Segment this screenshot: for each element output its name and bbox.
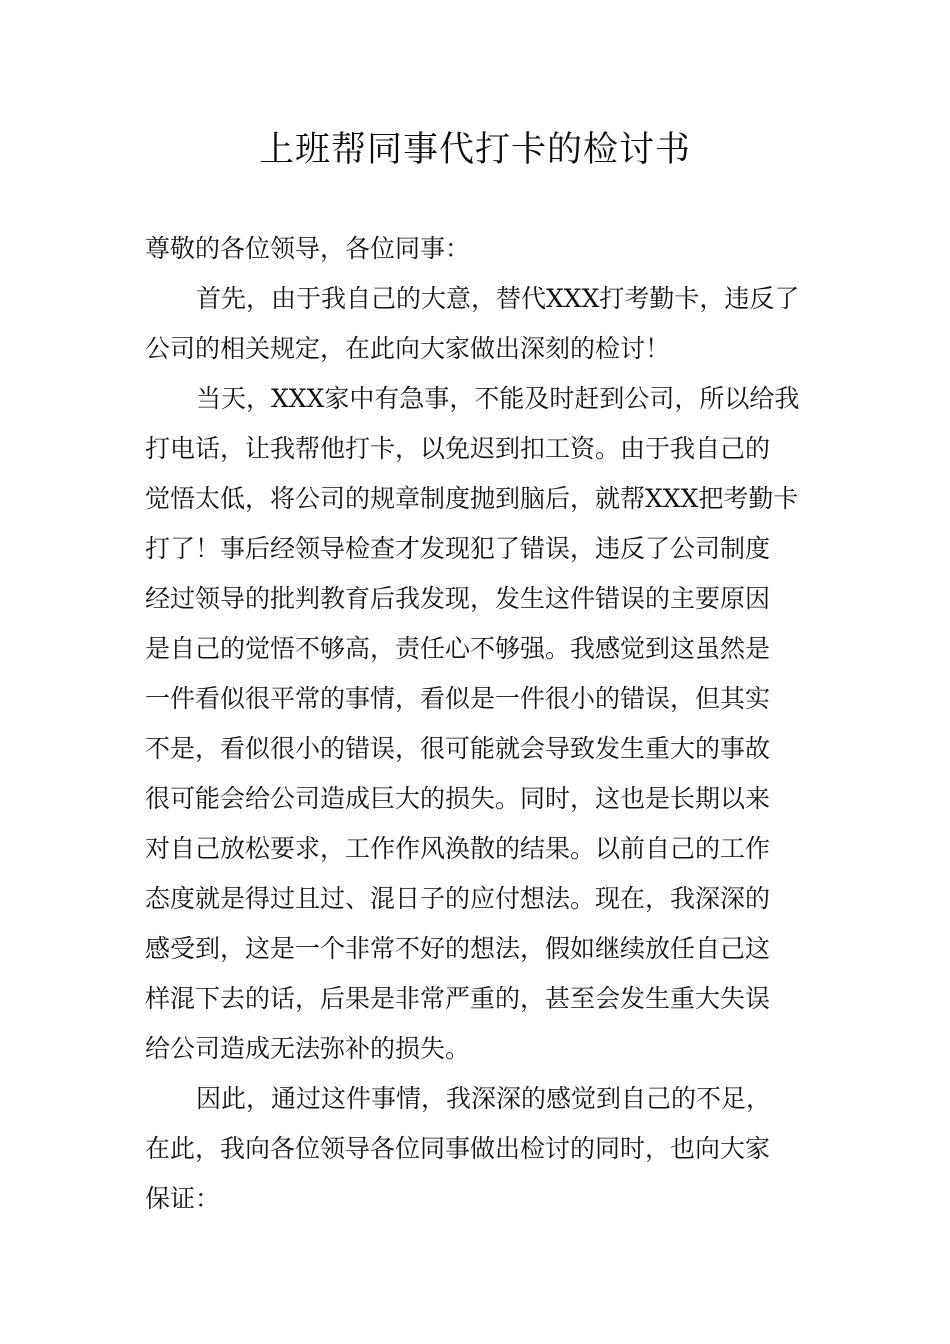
salutation: 尊敬的各位领导，各位同事： bbox=[145, 234, 471, 263]
paragraph-line: 首先，由于我自己的大意，替代XXX打考勤卡，违反了 bbox=[196, 284, 800, 313]
paragraph-line: 觉悟太低，将公司的规章制度抛到脑后，就帮XXX把考勤卡 bbox=[145, 484, 799, 513]
paragraph-line: 因此，通过这件事情，我深深的感觉到自己的不足， bbox=[196, 1084, 772, 1113]
paragraph-line: 给公司造成无法弥补的损失。 bbox=[145, 1034, 471, 1063]
paragraph-line: 当天，XXX家中有急事，不能及时赶到公司，所以给我 bbox=[196, 384, 800, 413]
paragraph-line: 是自己的觉悟不够高，责任心不够强。我感觉到这虽然是 bbox=[145, 634, 771, 663]
paragraph-line: 感受到，这是一个非常不好的想法，假如继续放任自己这 bbox=[145, 934, 771, 963]
paragraph-line: 打了！事后经领导检查才发现犯了错误，违反了公司制度 bbox=[145, 534, 771, 563]
paragraph-line: 样混下去的话，后果是非常严重的，甚至会发生重大失误 bbox=[145, 984, 771, 1013]
paragraph-line: 打电话，让我帮他打卡，以免迟到扣工资。由于我自己的 bbox=[145, 434, 771, 463]
document-title: 上班帮同事代打卡的检讨书 bbox=[258, 130, 691, 170]
paragraph-line: 公司的相关规定，在此向大家做出深刻的检讨！ bbox=[145, 334, 671, 363]
paragraph-line: 很可能会给公司造成巨大的损失。同时，这也是长期以来 bbox=[145, 784, 771, 813]
paragraph-line: 一件看似很平常的事情，看似是一件很小的错误，但其实 bbox=[145, 684, 771, 713]
paragraph-line: 对自己放松要求，工作作风涣散的结果。以前自己的工作 bbox=[145, 834, 771, 863]
paragraph-line: 在此，我向各位领导各位同事做出检讨的同时，也向大家 bbox=[145, 1134, 771, 1163]
paragraph-line: 保证： bbox=[145, 1184, 221, 1213]
paragraph-line: 不是，看似很小的错误，很可能就会导致发生重大的事故 bbox=[145, 734, 771, 763]
paragraph-line: 态度就是得过且过、混日子的应付想法。现在，我深深的 bbox=[145, 884, 771, 913]
document-body bbox=[145, 224, 809, 1224]
paragraph-line: 经过领导的批判教育后我发现，发生这件错误的主要原因 bbox=[145, 584, 771, 613]
